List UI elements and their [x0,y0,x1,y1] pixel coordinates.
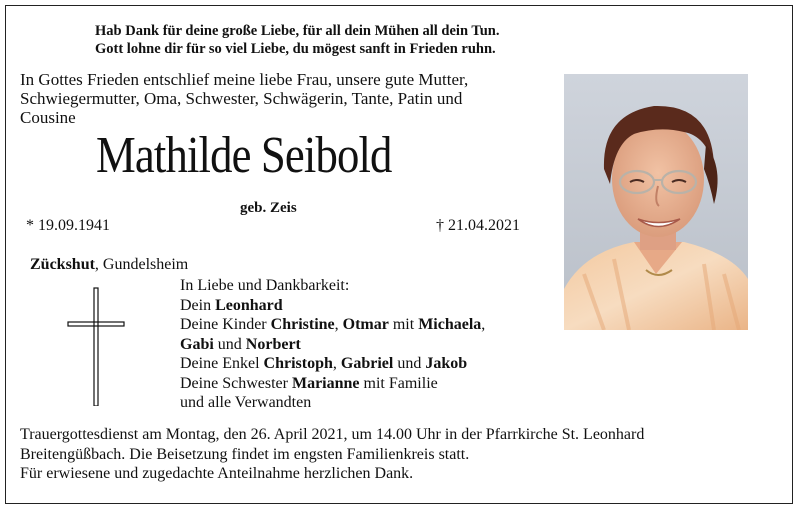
mourners-line [180,335,485,355]
mourners-line [180,315,485,335]
intro-line: Cousine [20,108,76,127]
residence-rest: , Gundelsheim [94,256,189,273]
motto-verse [95,22,575,58]
mourner-name: Leonhard [215,296,283,314]
footer-line: Für erwiesene und zugedachte Anteilnahme herzlichen Dank. [20,465,414,482]
birth-date: * 19.09.1941 [26,217,110,234]
cross-icon [66,286,126,406]
death-date: † 21.04.2021 [436,217,520,234]
mourner-name: Christine [270,316,335,333]
intro-text [20,70,560,127]
footer-line: Trauergottesdienst am Montag, den 26. April 2021, um 14.00 Uhr in der Pfarrkirche St. Leonhard [20,426,645,443]
mourners-line [180,354,485,374]
mourners-line [180,374,485,394]
footer-line: Breitengüßbach. Die Beisetzung findet im engsten Familienkreis statt. [20,445,470,463]
maiden-name: geb. Zeis [240,200,297,216]
text-span: und [393,355,426,372]
deceased-name: Mathilde Seibold [96,127,392,184]
text-span: , [481,316,486,333]
residence-town: Zückshut [30,256,95,273]
motto-line: Hab Dank für deine große Liebe, für all dein Mühen all dein Tun. [95,23,500,39]
mourner-name: Marianne [291,374,360,392]
intro-line: In Gottes Frieden entschlief meine liebe Frau, unsere gute Mutter, [20,70,469,89]
intro-line: Schwiegermutter, Oma, Schwester, Schwägerin, Tante, Patin und [20,89,463,108]
mourner-name: Christoph [263,355,333,372]
text-span: mit Familie [359,374,438,392]
text-span: mit [388,316,419,333]
text-span: Dein [180,296,216,314]
mourner-name: Otmar [342,316,389,333]
mourner-name: Norbert [245,335,301,353]
text-span: , [332,355,341,372]
portrait-photo [564,74,748,330]
service-info [20,425,790,484]
text-span: Deine Kinder [180,316,271,333]
motto-line: Gott lohne dir für so viel Liebe, du mögest sanft in Frieden ruhn. [95,41,496,57]
mourners-line [180,296,485,316]
text-span: Deine Schwester [180,374,292,392]
residence [30,256,188,274]
mourners-list [180,276,485,413]
text-span: und [213,335,246,353]
mourner-name: Jakob [425,355,468,372]
mourner-name: Gabriel [340,355,394,372]
mourner-name: Michaela [418,316,482,333]
text-span: , [334,316,343,333]
mourners-line: In Liebe und Dankbarkeit: [180,277,350,294]
text-span: Deine Enkel [180,355,264,372]
mourner-name: Gabi [180,335,214,353]
mourners-line: und alle Verwandten [180,394,312,411]
